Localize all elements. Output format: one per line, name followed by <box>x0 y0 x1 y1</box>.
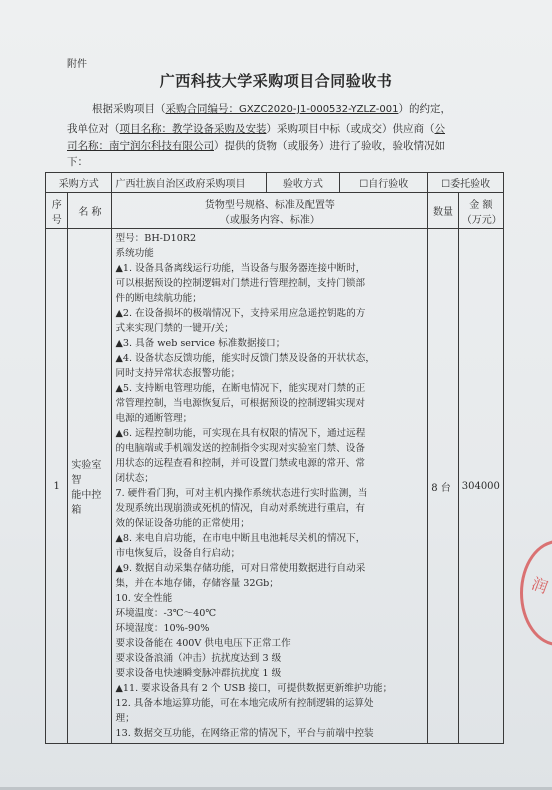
supplier-name: 司名称：南宁润尔科技有限公司 <box>67 140 214 152</box>
acceptance-table <box>45 172 504 744</box>
spec-line: 市电恢复后，设备自行启动； <box>115 548 241 559</box>
spec-line: 7. 硬件看门狗，可对主机内操作系统状态进行实时监测，当 <box>115 488 368 499</box>
contract-number: 采购合同编号：GXZC2020-J1-000532-YZLZ-001 <box>165 103 399 115</box>
self-acceptance-checkbox: ☐自行验收 <box>340 173 428 193</box>
intro-line-1: 根据采购项目（采购合同编号：GXZC2020-J1-000532-YZLZ-001）的约定， <box>92 103 451 115</box>
row-amount: 304000 <box>458 229 503 744</box>
intro-line-2: 我单位对（项目名称：教学设备采购及安装）采购项目中标（或成交）供应商（公 <box>67 123 445 135</box>
spec-header: 货物型号规格、标准及配置等 （或服务内容、标准） <box>112 193 428 229</box>
attachment-label: 附件 <box>67 59 87 70</box>
spec-line: 要求设备浪涌（冲击）抗扰度达到 3 级 <box>115 653 282 664</box>
row-qty: 8 台 <box>428 229 459 744</box>
spec-line: 10. 安全性能 <box>115 593 173 604</box>
spec-line: ▲2. 在设备损坏的极端情况下，支持采用应急遥控钥匙的方 <box>115 308 366 319</box>
spec-line: 要求设备能在 400V 供电电压下正常工作 <box>115 638 291 649</box>
spec-line: 型号：BH-D10R2 <box>115 233 197 244</box>
spec-line: 13. 数据交互功能，在网络正常的情况下，平台与前端中控装 <box>115 728 374 739</box>
spec-line: 同时支持异常状态报警功能； <box>115 368 241 379</box>
name-header: 名 称 <box>68 193 112 229</box>
intro-line-4: 下： <box>67 156 88 168</box>
entrusted-acceptance-checkbox: ☐委托验收 <box>428 173 504 193</box>
seq-header: 序号 <box>46 193 68 229</box>
spec-line: 12. 具备本地运算功能，可在本地完成所有控制逻辑的运算处 <box>115 698 374 709</box>
table-row <box>46 229 504 744</box>
spec-line: 的电脑端或手机端发送的控制指令实现对实验室门禁、设备 <box>115 443 365 454</box>
spec-line: ▲1. 设备具备离线运行功能，当设备与服务器连接中断时， <box>115 263 366 274</box>
intro-line-3: 司名称：南宁润尔科技有限公司）提供的货物（或服务）进行了验收，验收情况如 <box>67 140 445 152</box>
spec-line: ▲4. 设备状态反馈功能，能实时反馈门禁及设备的开状状态， <box>115 353 375 364</box>
spec-lines <box>115 231 424 741</box>
spec-line: 式来实现门禁的一键开/关； <box>115 323 234 334</box>
row-spec <box>112 229 428 744</box>
spec-line: 理； <box>115 713 135 724</box>
spec-line: ▲6. 远程控制功能，可实现在具有权限的情况下，通过远程 <box>115 428 366 439</box>
spec-line: ▲9. 数据自动采集存储功能，可对日常使用数据进行自动采 <box>115 563 366 574</box>
seal-text: 润 <box>528 573 551 598</box>
spec-line: 环境温度：-3℃～40℃ <box>115 608 217 619</box>
spec-line: 件的断电续航功能； <box>115 293 202 304</box>
spec-line: ▲8. 来电自启功能，在市电中断且电池耗尽关机的情况下， <box>115 533 366 544</box>
spec-line: 可以根据预设的控制逻辑对门禁进行管理控制，支持门锁部 <box>115 278 365 289</box>
procurement-row <box>46 173 504 193</box>
spec-line: 发现系统出现崩溃或死机的情况，自动对系统进行重启，有 <box>115 503 365 514</box>
spec-line: 电源的通断管理； <box>115 413 193 424</box>
spec-line: 用状态的远程查看和控制，并可设置门禁或电源的常开、常 <box>115 458 365 469</box>
procurement-method-label: 采购方式 <box>46 173 112 193</box>
document-title: 广西科技大学采购项目合同验收书 <box>159 72 393 90</box>
spec-line: 要求设备电快速瞬变脉冲群抗扰度 1 级 <box>115 668 282 679</box>
spec-line: 系统功能 <box>115 248 154 259</box>
amount-header: 金 额 （万元） <box>458 193 503 229</box>
spec-line: ▲3. 具备 web service 标准数据接口； <box>115 338 286 349</box>
spec-line: ▲11. 要求设备具有 2 个 USB 接口，可提供数据更新维护功能； <box>115 683 393 694</box>
project-name: 项目名称：教学设备采购及安装 <box>119 123 267 135</box>
header-row <box>46 193 504 229</box>
row-name: 实验室智 能中控箱 <box>68 229 112 744</box>
spec-line: 闭状态； <box>115 473 154 484</box>
acceptance-method-label: 验收方式 <box>266 173 340 193</box>
spec-line: 常管理控制，当电源恢复后，可根据预设的控制逻辑实现对 <box>115 398 365 409</box>
procurement-method-value: 广西壮族自治区政府采购项目 <box>112 173 266 193</box>
spec-line: 效的保证设备功能的正常使用； <box>115 518 250 529</box>
spec-line: 环境湿度：10%-90% <box>115 623 210 634</box>
spec-line: 集，并在本地存储，存储容量 32Gb； <box>115 578 279 589</box>
qty-header: 数量 <box>428 193 459 229</box>
spec-line: ▲5. 支持断电管理功能，在断电情况下，能实现对门禁的正 <box>115 383 366 394</box>
row-seq: 1 <box>46 229 68 744</box>
